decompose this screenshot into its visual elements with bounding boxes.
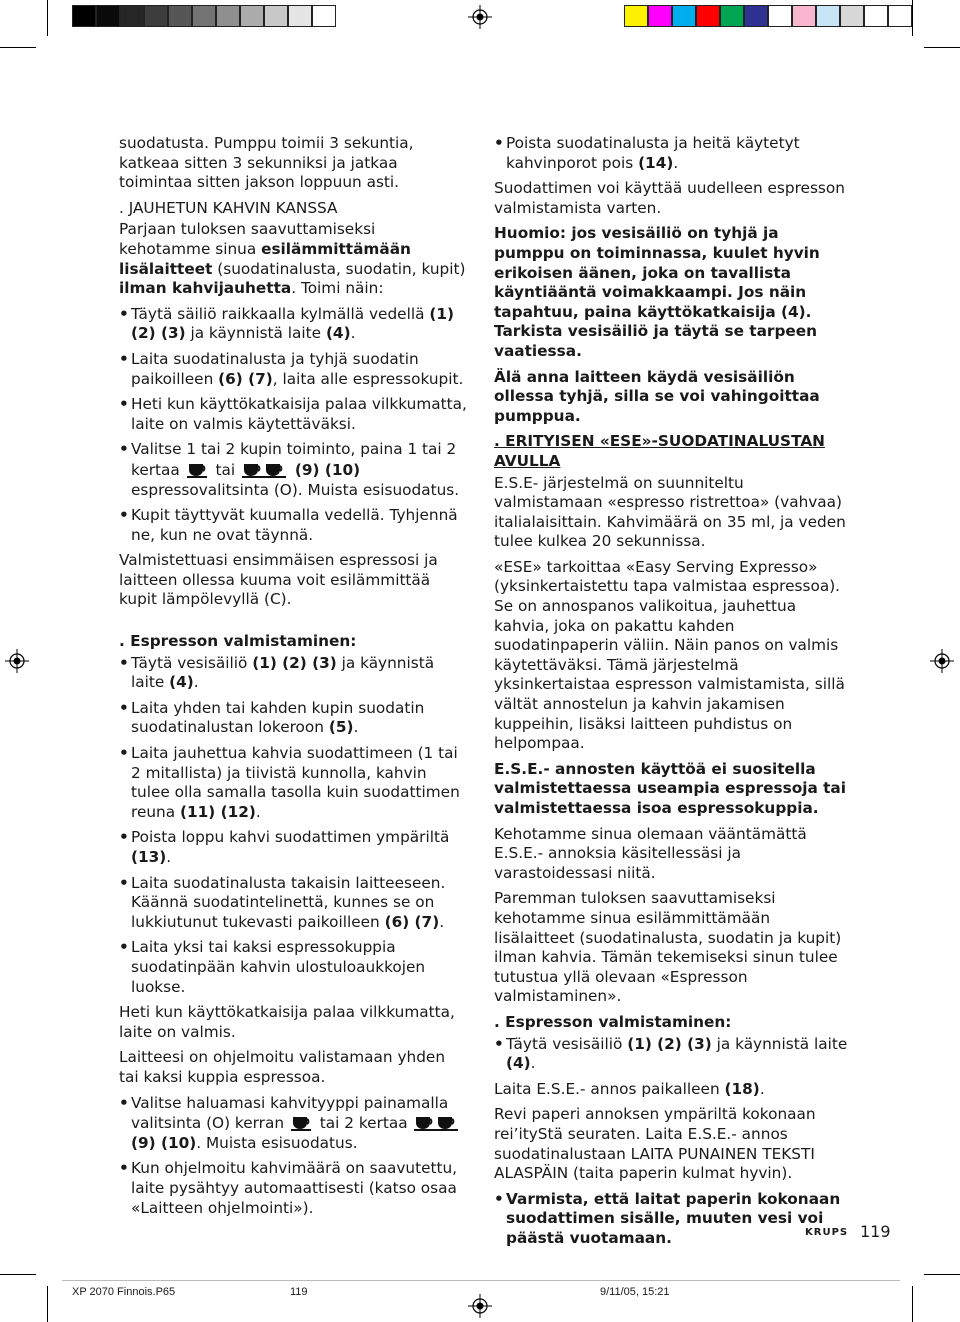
one-cup-icon (187, 460, 209, 478)
calibration-swatch (888, 5, 912, 27)
calibration-swatch (672, 5, 696, 27)
slug-divider (62, 1280, 900, 1281)
list-item: • Valitse haluamasi kahvityyppi painamalla valitsinta (O) kerran tai 2 kertaa (9) (10). Muista esisuodatus. (119, 1094, 469, 1154)
calibration-swatch (264, 5, 288, 27)
crop-mark (924, 1274, 960, 1275)
slug-date: 9/11/05, 15:21 (600, 1286, 670, 1298)
list-item: • Täytä vesisäiliö (1) (2) (3) ja käynnistä laite (4). (494, 1035, 849, 1074)
slug-filename: XP 2070 Finnois.P65 (72, 1286, 176, 1298)
left-column (119, 134, 469, 1224)
registration-mark-top (468, 5, 492, 29)
warning-paragraph: E.S.E.- annosten käyttöä ei suositella valmistettaessa useampia espressoja tai valmistettaessa isoa espressokuppia. (494, 759, 847, 817)
paragraph: «ESE» tarkoittaa «Easy Serving Expresso» (yksinkertaistettu tapa valmistaa espressoa). Se on annospanos valikoitua, jauhettua kahvia, joka on pakattu kahden suodatinpaperin väliin. Näin panos on valmis käytettäväksi. Tämä järjestelmä yksinkertaistaa espresson valmistamista, sillä vältät annostelun ja kahvin jakamisen kuppeihin, lisäksi laitteen puhdistus on helpompaa. (494, 557, 845, 753)
list-item: • Laita suodatinalusta ja tyhjä suodatin paikoilleen (6) (7), laita alle espressokupit. (119, 350, 469, 389)
calibration-swatch (168, 5, 192, 27)
calibration-swatch (768, 5, 792, 27)
section-heading-ground-coffee: . JAUHETUN KAHVIN KANSSA (119, 198, 338, 217)
list-item: • Laita suodatinalusta takaisin laitteeseen. Käännä suodatintelinettä, kunnes se on lukkiutunut tukevasti paikoilleen (6) (7). (119, 874, 469, 933)
two-cups-icon (242, 460, 288, 478)
right-column (494, 134, 849, 1254)
calibration-swatch (744, 5, 768, 27)
section-heading-ese: . ERITYISEN «ESE»-SUODATINALUSTAN AVULLA (494, 432, 825, 470)
crop-mark (47, 0, 48, 36)
paragraph: Laitteesi on ohjelmoitu valistamaan yhden tai kaksi kuppia espressoa. (119, 1048, 446, 1086)
paragraph: Parjaan tuloksen saavuttamiseksi kehotamme sinua esilämmittämään lisälaitteet (suodatinalusta, suodatin, kupit) ilman kahvijauhetta. Toimi näin: (119, 220, 466, 298)
calibration-swatch (192, 5, 216, 27)
calibration-swatch (720, 5, 744, 27)
calibration-swatch (144, 5, 168, 27)
calibration-swatch (840, 5, 864, 27)
paragraph: Heti kun käyttökatkaisija palaa vilkkumatta, laite on valmis. (119, 1003, 455, 1041)
calibration-swatch (288, 5, 312, 27)
list-item: • Laita yksi tai kaksi espressokuppia suodatinpään kahvin ulostuloaukkojen luokse. (119, 938, 469, 997)
paragraph: Suodattimen voi käyttää uudelleen espresson valmistamista varten. (494, 179, 845, 217)
registration-mark-bottom (468, 1294, 492, 1318)
paragraph: Revi paperi annoksen ympäriltä kokonaan rei’ityStä seuraten. Laita E.S.E.- annos suodatinalustaan LAITA PUNAINEN TEKSTI ALASPÄIN (taita paperin kulmat hyvin). (494, 1105, 816, 1183)
calibration-swatch (648, 5, 672, 27)
calibration-swatch (696, 5, 720, 27)
list-item: • Poista loppu kahvi suodattimen ympäriltä (13). (119, 828, 469, 867)
crop-mark (0, 1274, 36, 1275)
paragraph: E.S.E- järjestelmä on suunniteltu valmistamaan «espresso ristrettoa» (vahvaa) italialaisittain. Kahvimäärä on 35 ml, ja veden tulee kulkea 20 sekunnissa. (494, 473, 846, 551)
crop-mark (912, 0, 913, 36)
paragraph: suodatusta. Pumppu toimii 3 sekuntia, katkeaa sitten 3 sekunniksi ja jatkaa toimintaa sitten jakson loppuun asti. (119, 134, 414, 192)
calibration-swatch (816, 5, 840, 27)
registration-mark-left (5, 649, 29, 673)
calibration-swatch (216, 5, 240, 27)
warning-paragraph: Älä anna laitteen käydä vesisäiliön ollessa tyhjä, silla se voi vahingoittaa pumppua. (494, 367, 820, 425)
list-item: • Varmista, että laitat paperin kokonaan suodattimen sisälle, muuten vesi voi päästä vuotamaan. (494, 1190, 849, 1249)
calibration-swatch (624, 5, 648, 27)
paragraph: Laita E.S.E.- annos paikalleen (18). (494, 1079, 765, 1098)
brand-logo: KRUPS (805, 1227, 849, 1238)
section-heading-espresso: . Espresson valmistaminen: (494, 1012, 732, 1031)
warning-paragraph: Huomio: jos vesisäiliö on tyhjä ja pumppu on toiminnassa, kuulet hyvin erikoisen äänen, joka on tavallista käyntiääntä voimakkaampi. Jos näin tapahtuu, paina käyttökatkaisija (4). Tarkista vesisäiliö ja täytä se tarpeen vaatiessa. (494, 224, 820, 360)
calibration-swatch (864, 5, 888, 27)
calibration-swatch (312, 5, 336, 27)
list-item: • Heti kun käyttökatkaisija palaa vilkkumatta, laite on valmis käytettäväksi. (119, 395, 469, 434)
calibration-swatch (120, 5, 144, 27)
crop-mark (47, 1286, 48, 1322)
page-number: 119 (860, 1222, 891, 1241)
color-calibration-bar (624, 5, 912, 27)
list-item: • Valitse 1 tai 2 kupin toiminto, paina 1 tai 2 kertaa tai (9) (10) espressovalitsinta (O). Muista esisuodatus. (119, 440, 469, 500)
registration-mark-right (930, 649, 954, 673)
calibration-swatch (240, 5, 264, 27)
calibration-swatch (72, 5, 96, 27)
list-item: • Kun ohjelmoitu kahvimäärä on saavutettu, laite pysähtyy automaattisesti (katso osaa «Laitteen ohjelmointi»). (119, 1159, 469, 1218)
grayscale-calibration-bar (72, 5, 336, 27)
list-item: • Laita jauhettua kahvia suodattimeen (1 tai 2 mitallista) ja tiivistä kunnolla, kahvin tulee olla samalla tasolla kuin suodattimen reuna (11) (12). (119, 744, 469, 822)
list-item: • Kupit täyttyvät kuumalla vedellä. Tyhjennä ne, kun ne ovat täynnä. (119, 506, 469, 545)
paragraph: Kehotamme sinua olemaan vääntämättä E.S.E.- annoksia käsitellessäsi ja varastoidessasi niitä. (494, 824, 807, 882)
list-item: • Poista suodatinalusta ja heitä käytetyt kahvinporot pois (14). (494, 134, 849, 173)
calibration-swatch (792, 5, 816, 27)
list-item: • Täytä säiliö raikkaalla kylmällä vedellä (1) (2) (3) ja käynnistä laite (4). (119, 305, 469, 344)
crop-mark (0, 47, 36, 48)
list-item: • Laita yhden tai kahden kupin suodatin suodatinalustan lokeroon (5). (119, 699, 469, 738)
list-item: • Täytä vesisäiliö (1) (2) (3) ja käynnistä laite (4). (119, 654, 469, 693)
calibration-swatch (96, 5, 120, 27)
two-cups-icon (414, 1113, 460, 1131)
paragraph: Valmistettuasi ensimmäisen espressosi ja laitteen ollessa kuuma voit esilämmittää kupit lämpölevyllä (C). (119, 551, 438, 609)
one-cup-icon (291, 1113, 313, 1131)
paragraph: Paremman tuloksen saavuttamiseksi kehotamme sinua esilämmittämään lisälaitteet (suodatinalusta, suodatin ja kupit) ilman kahvia. Tämän tekemiseksi sinun tulee tutustua yllä olevaan «Espresson valmistaminen». (494, 889, 842, 1006)
section-heading-espresso: . Espresson valmistaminen: (119, 632, 357, 651)
crop-mark (924, 47, 960, 48)
slug-page: 119 (290, 1286, 308, 1298)
crop-mark (912, 1286, 913, 1322)
